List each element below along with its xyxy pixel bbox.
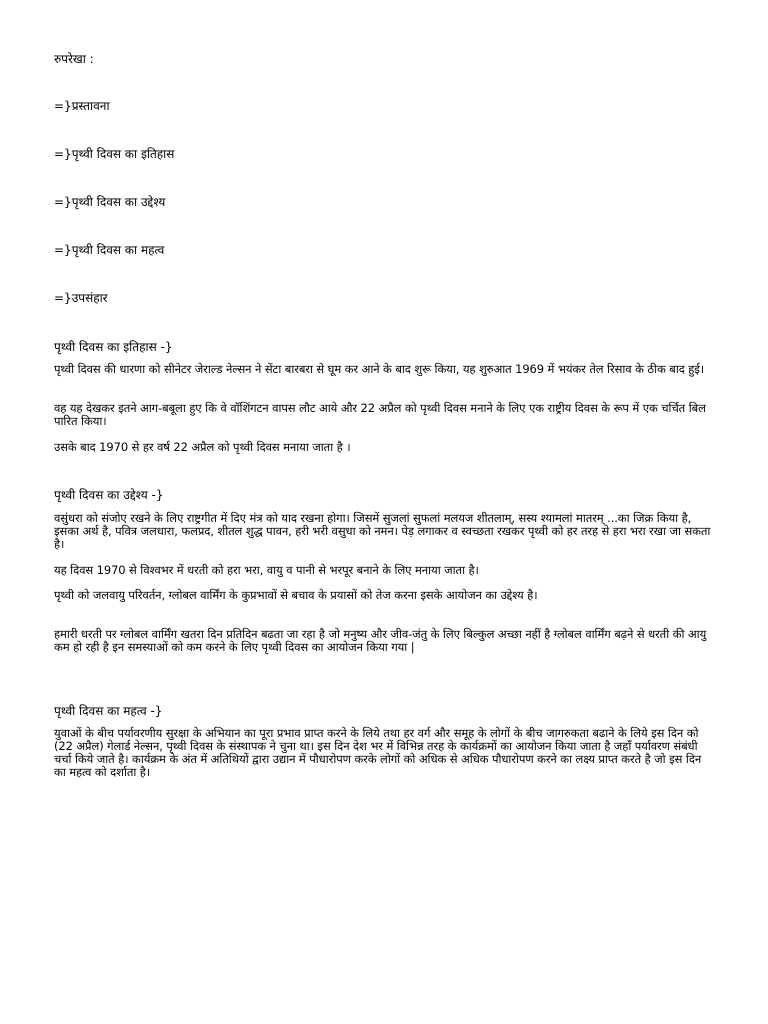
outline-heading: रुपरेखा : bbox=[54, 52, 94, 66]
purpose-paragraph-4: हमारी धरती पर ग्लोबल वार्मिंग खतरा दिन प्रतिदिन बढता जा रहा है जो मनुष्य और जीव-जंतु के लिए बिल्कुल अच्छा नहीं है ग्लोबल वार्मिंग बढ़ने से धरती की आयु कम हो रही है इन समस्याओं को कम करने के लिए पृथ्वी दिवस का आयोजन किया गया | bbox=[54, 627, 707, 654]
importance-heading: पृथ्वी दिवस का महत्व -} bbox=[54, 704, 163, 718]
importance-paragraph-1: युवाओं के बीच पर्यावरणीय सुरक्षा के अभियान का पूरा प्रभाव प्राप्त करने के लिये तथा हर वर्ग और समूह के लोगों के बीच जागरुकता बढाने के लिये इस दिन को (22 अप्रैल) गेलार्ड नेल्सन, पृथ्वी दिवस के संस्थापक ने चुना था। इस दिन देश भर में विभिन्न तरह के कार्यक्रमों का आयोजन किया जाता है जहाँ पर्यावरण संबंधी चर्चा किये जाते है। कार्यक्रम के अंत में अतिथियों द्वारा उद्यान में पौधारोपण करके लोगों को अधिक से अधिक पौधारोपण करने का लक्ष्य प्राप्त करते है जो इस दिन का महत्व को दर्शाता है। bbox=[54, 726, 702, 779]
purpose-heading: पृथ्वी दिवस का उद्देश्य -} bbox=[54, 488, 164, 502]
purpose-paragraph-2: यह दिवस 1970 से विश्वभर में धरती को हरा भरा, वायु व पानी से भरपूर बनाने के लिए मनाया जाता है। bbox=[54, 563, 479, 577]
history-heading: पृथ्वी दिवस का इतिहास -} bbox=[54, 340, 173, 354]
history-paragraph-3: उसके बाद 1970 से हर वर्ष 22 अप्रैल को पृथ्वी दिवस मनाया जाता है । bbox=[54, 440, 351, 454]
outline-item-importance: =}पृथ्वी दिवस का महत्व bbox=[54, 243, 165, 257]
purpose-paragraph-1: वसुंधरा को संजोए रखने के लिए राष्ट्रगीत में दिए मंत्र को याद रखना होगा। जिसमें सुजलां सुफलां मलयज शीतलाम्, सस्य श्यामलां मातरम् ...का जिक्र किया है, इसका अर्थ है, पवित्र जलधारा, फलप्रद, शीतल शुद्ध पावन, हरी भरी वसुधा को नमन। पेड़ लगाकर व स्वच्छता रखकर पृथ्वी को हर तरह से हरा भरा रखा जा सकता है। bbox=[54, 511, 711, 551]
purpose-paragraph-3: पृथ्वी को जलवायु परिवर्तन, ग्लोबल वार्मिंग के कुप्रभावों से बचाव के प्रयासों को तेज करना इसके आयोजन का उद्देश्य है। bbox=[54, 588, 538, 602]
history-paragraph-1: पृथ्वी दिवस की धारणा को सीनेटर जेराल्ड नेल्सन ने सेंटा बारबरा से घूम कर आने के बाद शुरू किया, यह शुरुआत 1969 में भयंकर तेल रिसाव के ठीक बाद हुई। bbox=[54, 362, 705, 376]
outline-item-history: =}पृथ्वी दिवस का इतिहास bbox=[54, 147, 175, 161]
outline-item-conclusion: =}उपसंहार bbox=[54, 291, 108, 305]
outline-item-purpose: =}पृथ्वी दिवस का उद्देश्य bbox=[54, 195, 166, 209]
history-paragraph-2: वह यह देखकर इतने आग-बबूला हुए कि वे वॉशिंगटन वापस लौट आये और 22 अप्रैल को पृथ्वी दिवस मनाने के लिए एक राष्ट्रीय दिवस के रूप में एक चर्चित बिल पारित किया। bbox=[54, 401, 706, 428]
outline-item-introduction: =}प्रस्तावना bbox=[54, 99, 110, 113]
